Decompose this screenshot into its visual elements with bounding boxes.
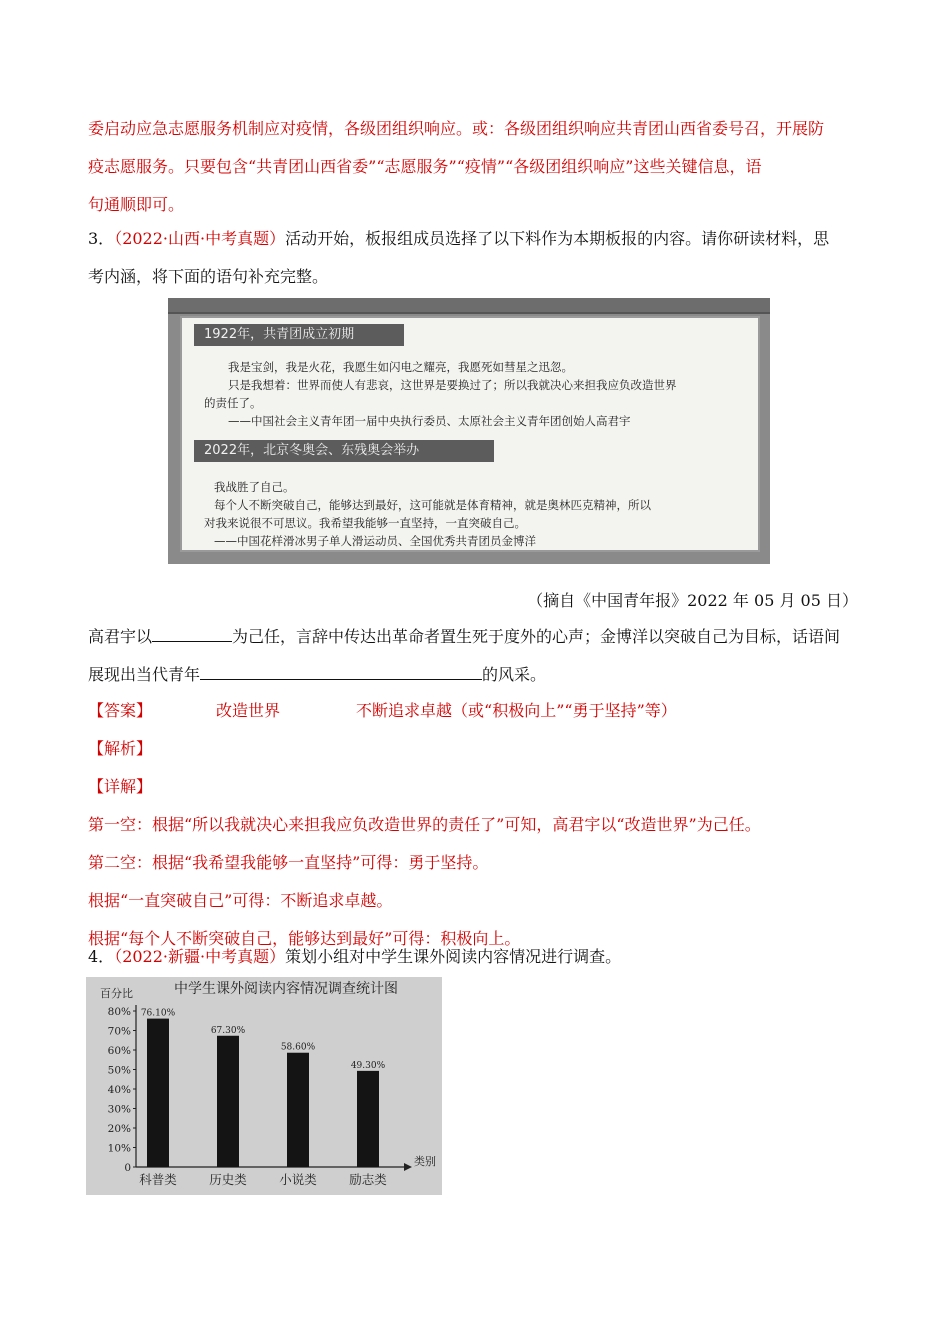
- prev-answer-paragraph: [88, 110, 858, 224]
- quote-line: ——中国社会主义青年团一届中央执行委员、太原社会主义青年团创始人高君宇: [228, 414, 631, 428]
- quote-line: ——中国花样滑冰男子单人滑运动员、全国优秀共青团员金博洋: [214, 534, 536, 548]
- question-text: 考内涵，将下面的语句补充完整。: [88, 267, 329, 286]
- blank-2: [200, 661, 482, 680]
- detail-line: 第一空：根据“所以我就决心来担我应负改造世界的责任了”可知，高君宇以“改造世界”为己任。: [88, 815, 761, 834]
- question-source: （2022·新疆·中考真题）: [114, 947, 286, 966]
- bar: [147, 1019, 169, 1167]
- question-number: 3．: [88, 229, 115, 248]
- analysis-label: 【解析】: [88, 739, 153, 758]
- board-panel: [180, 316, 760, 552]
- quote-line: 只是我想着：世界而使人有悲哀，这世界是要换过了；所以我就决心来担我应负改造世界: [228, 378, 677, 392]
- bar: [287, 1053, 309, 1167]
- board-heading-2022: 2022年，北京冬奥会、东残奥会举办: [194, 440, 494, 462]
- fill-text: 的风采。: [482, 665, 547, 684]
- bar-value-label: 49.30%: [350, 1060, 386, 1071]
- x-axis-arrow: [404, 1163, 412, 1171]
- board-heading-1922: 1922年，共青团成立初期: [194, 324, 404, 346]
- y-tick-label: 0: [124, 1162, 131, 1174]
- blank-1: [152, 623, 232, 642]
- reading-survey-chart: [86, 977, 442, 1195]
- question-3: [88, 220, 858, 296]
- quote-line: 每个人不断突破自己，能够达到最好，这可能就是体育精神，就是奥林匹克精神，所以: [214, 498, 651, 512]
- detail-line: 第二空：根据“我希望我能够一直坚持”可得：勇于坚持。: [88, 853, 489, 872]
- answer-2: 不断追求卓越（或“积极向上”“勇于坚持”等）: [356, 701, 677, 720]
- detail-label: 【详解】: [88, 777, 153, 796]
- y-tick-label: 30%: [107, 1103, 131, 1116]
- answer-block: [88, 692, 858, 958]
- y-tick-label: 40%: [107, 1084, 131, 1096]
- y-tick-label: 70%: [107, 1025, 131, 1038]
- quote-line: 的责任了。: [204, 396, 262, 410]
- fill-text: 展现出当代青年: [88, 665, 201, 684]
- quote-line: 对我来说很不可思议。我希望我能够一直坚持，一直突破自己。: [204, 516, 526, 530]
- prev-answer-line: 句通顺即可。: [88, 195, 185, 214]
- y-tick-label: 80%: [107, 1006, 131, 1018]
- fill-text: 高君宇以: [88, 627, 153, 646]
- question-text: 策划小组对中学生课外阅读内容情况进行调查。: [285, 947, 622, 966]
- y-tick-label: 60%: [107, 1045, 131, 1057]
- prev-answer-line: 疫志愿服务。只要包含“共青团山西省委”“志愿服务”“疫情”“各级团组织响应”这些关键信息，语: [88, 157, 762, 176]
- bar-value-label: 76.10%: [140, 1008, 176, 1019]
- board-quote-jin: [204, 478, 759, 550]
- bar-value-label: 67.30%: [210, 1025, 246, 1036]
- detail-line: 根据“一直突破自己”可得：不断追求卓越。: [88, 891, 393, 910]
- category-label: 励志类: [349, 1172, 387, 1187]
- board-top-rail: [168, 298, 770, 314]
- question-number: 4．: [88, 947, 115, 966]
- category-label: 历史类: [209, 1172, 247, 1187]
- source-note: [88, 582, 858, 620]
- quote-line: 我战胜了自己。: [214, 480, 295, 494]
- category-label: 小说类: [279, 1172, 317, 1187]
- prev-answer-line: 委启动应急志愿服务机制应对疫情，各级团组织响应。或：各级团组织响应共青团山西省委号召，开展防: [88, 119, 825, 138]
- answer-label: 【答案】: [88, 701, 153, 720]
- detail-line: 根据“每个人不断突破自己，能够达到最好”可得：积极向上。: [88, 929, 521, 948]
- y-tick-label: 50%: [107, 1064, 131, 1077]
- bar: [217, 1036, 239, 1167]
- question-text: 活动开始，板报组成员选择了以下料作为本期板报的内容。请你研读材料，思: [285, 229, 830, 248]
- fill-sentence: [88, 618, 858, 694]
- fill-text: 为己任，言辞中传达出革命者置生死于度外的心声；金博洋以突破自己为目标，话语间: [232, 627, 841, 646]
- chart-title: 中学生课外阅读内容情况调查统计图: [174, 981, 398, 997]
- question-4: [88, 938, 858, 976]
- y-tick-label: 20%: [107, 1123, 131, 1135]
- chart-svg: [86, 977, 442, 1195]
- bar-value-label: 58.60%: [280, 1042, 316, 1053]
- x-axis-label: 类别: [414, 1155, 436, 1168]
- blackboard-image: [168, 298, 770, 564]
- answer-1: 改造世界: [216, 701, 281, 720]
- board-quote-gao: [204, 358, 759, 430]
- y-tick-label: 10%: [107, 1142, 131, 1155]
- bar: [357, 1071, 379, 1167]
- category-label: 科普类: [139, 1172, 177, 1187]
- y-axis-label: 百分比: [100, 987, 133, 1000]
- source-note-text: （摘自《中国青年报》2022 年 05 月 05 日）: [527, 591, 858, 610]
- quote-line: 我是宝剑，我是火花，我愿生如闪电之耀亮，我愿死如彗星之迅忽。: [228, 360, 573, 374]
- question-source: （2022·山西·中考真题）: [114, 229, 286, 248]
